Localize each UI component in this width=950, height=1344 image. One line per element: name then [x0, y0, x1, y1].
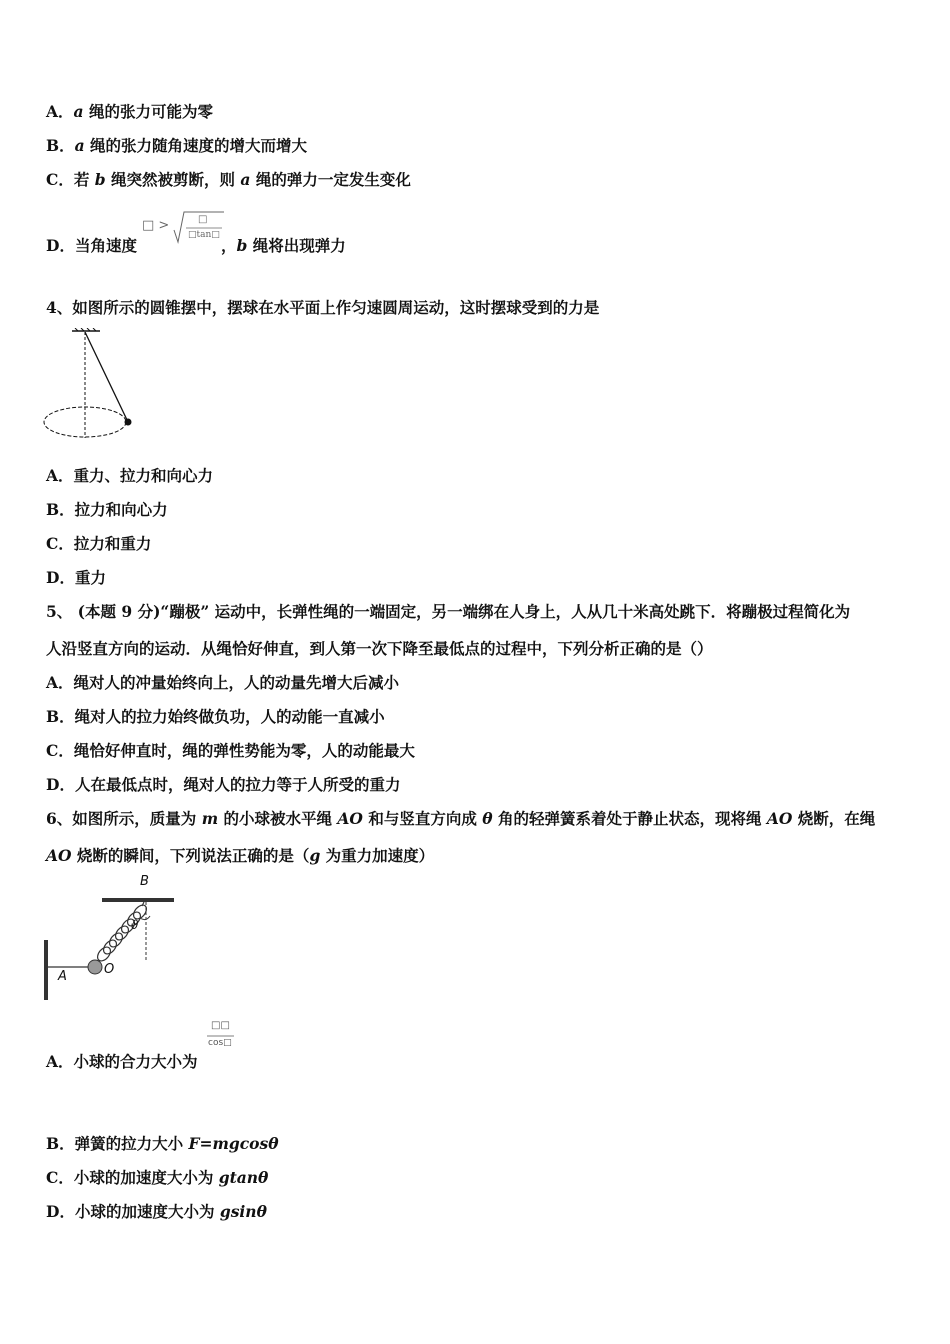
omega-condition-formula: □ > □ □tan□ [142, 208, 226, 248]
q5-stem-line2: 人沿竖直方向的运动．从绳恰好伸直，到人第一次下降至最低点的过程中，下列分析正确的是（） [46, 639, 713, 658]
label-theta: ϑ [131, 918, 139, 932]
spring-ball-figure [42, 874, 182, 1004]
q3-option-d: D．当角速度 ，b 绳将出现弹力 [46, 236, 346, 255]
q4-option-c: C．拉力和重力 [46, 534, 152, 553]
q4-option-b: B．拉力和向心力 [46, 500, 168, 519]
q6-stem-line1: 6、如图所示，质量为 m 的小球被水平绳 AO 和与竖直方向成 θ 角的轻弹簧系着处于静止状态，现将绳 AO 烧断，在绳 [46, 809, 876, 828]
option-letter: C． [46, 170, 74, 189]
label-A: A [58, 969, 67, 984]
q3-option-c: C．若 b 绳突然被剪断，则 a 绳的弹力一定发生变化 [46, 170, 411, 189]
q4-option-d: D．重力 [46, 568, 106, 587]
q4-option-a: A．重力、拉力和向心力 [46, 466, 214, 485]
q6-option-d: D．小球的加速度大小为 gsinθ [46, 1202, 267, 1221]
q6-option-a-fraction: □□ cos□ [208, 1020, 232, 1048]
q3-option-a: A．a 绳的张力可能为零 [46, 102, 213, 121]
q6-option-b: B．弹簧的拉力大小 F=mgcosθ [46, 1134, 279, 1153]
option-letter: D． [46, 236, 75, 255]
conical-pendulum-figure [42, 328, 142, 444]
q4-stem: 4、如图所示的圆锥摆中，摆球在水平面上作匀速圆周运动，这时摆球受到的力是 [46, 298, 600, 317]
q5-option-b: B．绳对人的拉力始终做负功，人的动能一直减小 [46, 707, 385, 726]
q3-option-b: B．a 绳的张力随角速度的增大而增大 [46, 136, 308, 155]
option-letter: A． [46, 102, 74, 121]
q6-option-a: A．小球的合力大小为 [46, 1052, 198, 1071]
q5-option-a: A．绳对人的冲量始终向上，人的动量先增大后减小 [46, 673, 400, 692]
q5-option-d: D．人在最低点时，绳对人的拉力等于人所受的重力 [46, 775, 401, 794]
option-letter: B． [46, 136, 75, 155]
q6-option-c: C．小球的加速度大小为 gtanθ [46, 1168, 269, 1187]
label-B: B [140, 874, 149, 889]
q5-option-c: C．绳恰好伸直时，绳的弹性势能为零，人的动能最大 [46, 741, 415, 760]
q5-stem-line1: 5、 (本题 9 分)“蹦极” 运动中，长弹性绳的一端固定，另一端绑在人身上，人从几十米高处跳下．将蹦极过程简化为 [46, 602, 851, 621]
q6-stem-line2: AO 烧断的瞬间，下列说法正确的是（g 为重力加速度） [46, 846, 435, 865]
label-O: O [104, 962, 115, 977]
